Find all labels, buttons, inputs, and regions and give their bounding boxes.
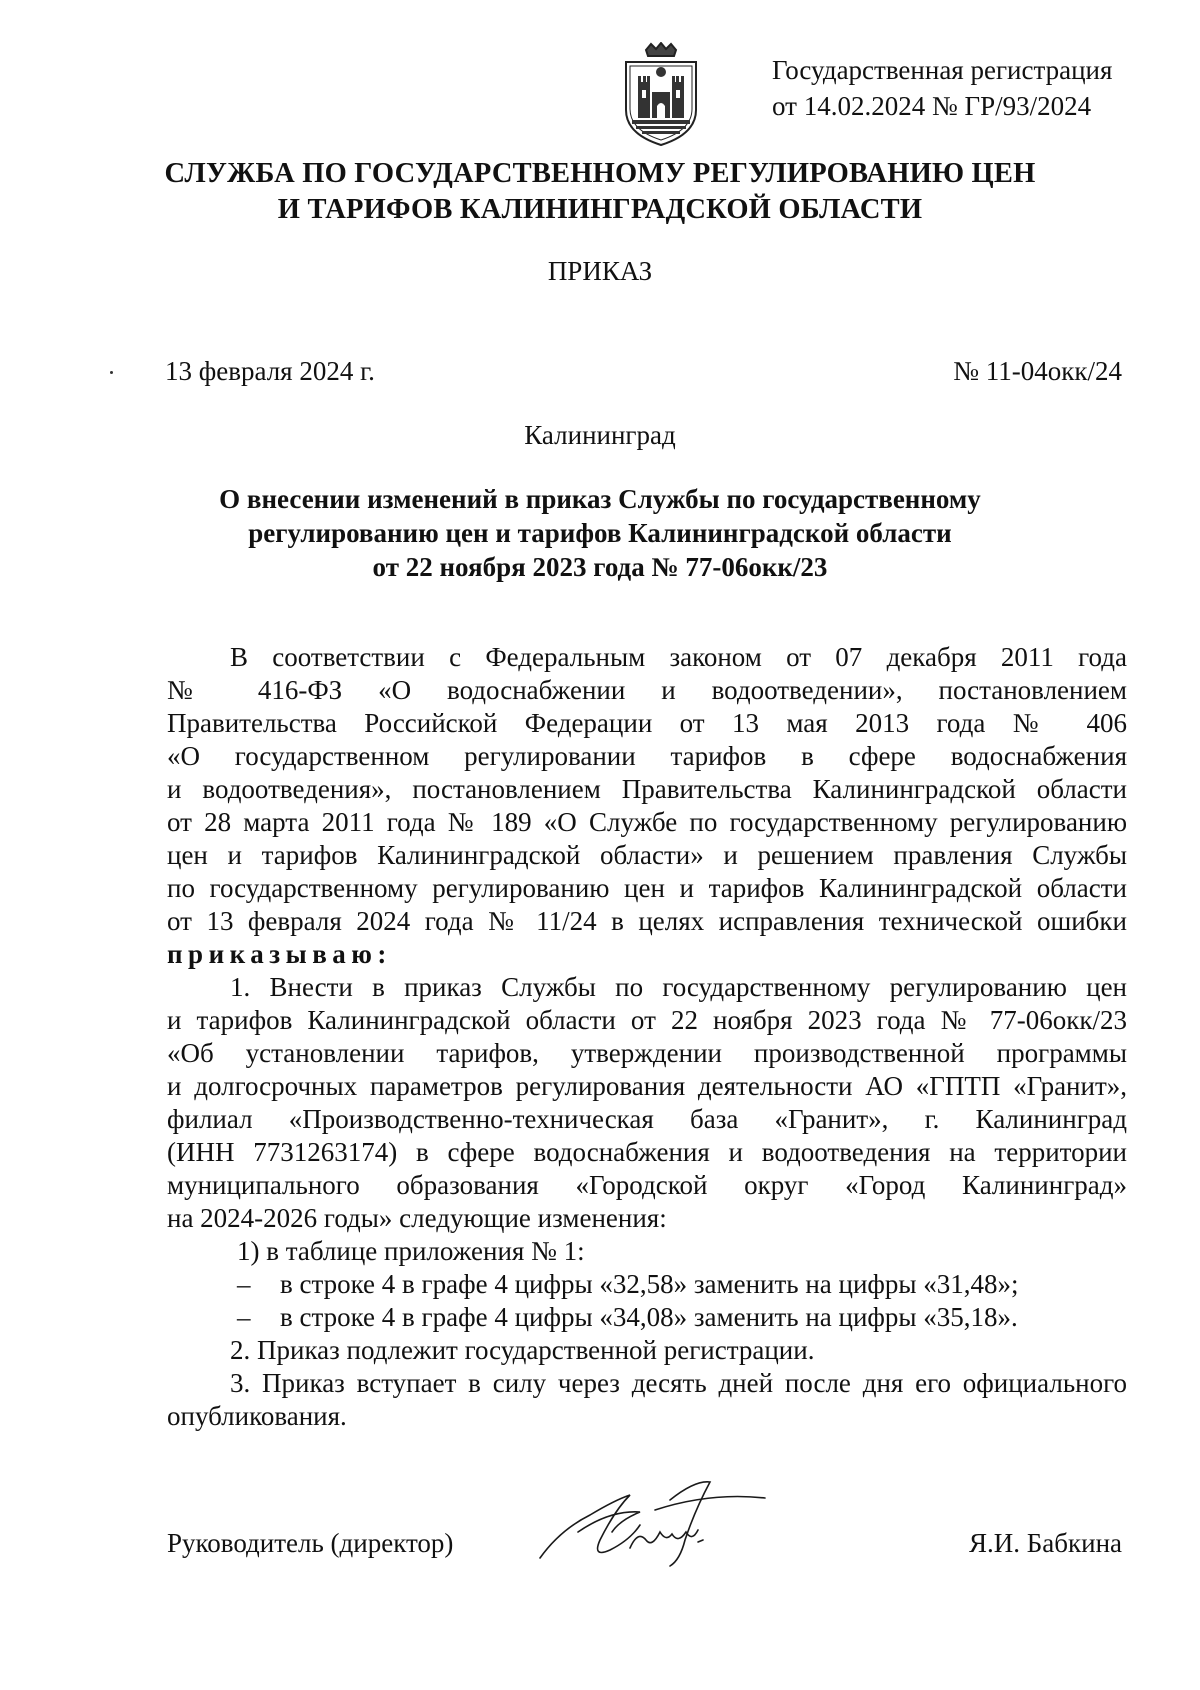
body-line: муниципального образования «Городской округ «Город Калининград» bbox=[167, 1170, 1127, 1200]
handwritten-signature-icon bbox=[520, 1470, 770, 1570]
body-line: Правительства Российской Федерации от 13 мая 2013 года № 406 bbox=[167, 708, 1127, 738]
document-type: ПРИКАЗ bbox=[547, 256, 653, 286]
body-line: и водоотведения», постановлением Правительства Калининградской области bbox=[167, 774, 1127, 804]
dash-mark: – bbox=[237, 1269, 251, 1299]
organization-line-2: И ТАРИФОВ КАЛИНИНГРАДСКОЙ ОБЛАСТИ bbox=[277, 194, 923, 225]
body-line: цен и тарифов Калининградской области» и решением правления Службы bbox=[167, 840, 1127, 870]
body-line: 1. Внести в приказ Службы по государственному регулированию цен bbox=[230, 972, 1127, 1002]
body-line: на 2024-2026 годы» следующие изменения: bbox=[167, 1203, 667, 1233]
body-line: «О государственном регулировании тарифов в сфере водоснабжения bbox=[167, 741, 1127, 771]
registration-label: Государственная регистрация bbox=[772, 55, 1113, 85]
subject-line-1: О внесении изменений в приказ Службы по государственному bbox=[219, 484, 981, 514]
coat-of-arms-icon bbox=[618, 42, 704, 148]
body-line: (ИНН 7731263174) в сфере водоснабжения и водоотведения на территории bbox=[167, 1137, 1127, 1167]
change-item-1 bbox=[167, 1268, 1127, 1301]
body-line: № 416-ФЗ «О водоснабжении и водоотведении», постановлением bbox=[167, 675, 1127, 705]
registration-stamp bbox=[772, 52, 1112, 124]
registration-number: от 14.02.2024 № ГР/93/2024 bbox=[772, 91, 1092, 121]
scan-speck bbox=[110, 371, 113, 374]
dash-mark: – bbox=[237, 1302, 251, 1332]
document-city: Калининград bbox=[524, 420, 676, 450]
order-word: приказываю: bbox=[167, 939, 392, 969]
item-2: 2. Приказ подлежит государственной регистрации. bbox=[230, 1335, 815, 1365]
change-item-2 bbox=[167, 1301, 1127, 1334]
body-line: и тарифов Калининградской области от 22 ноября 2023 года № 77-06окк/23 bbox=[167, 1005, 1127, 1035]
signatory-name: Я.И. Бабкина bbox=[969, 1528, 1122, 1558]
organization-name bbox=[0, 156, 1200, 228]
item-3-line-1: 3. Приказ вступает в силу через десять дней после дня его официального bbox=[230, 1368, 1127, 1398]
subject-line-2: регулированию цен и тарифов Калининградской области bbox=[248, 518, 952, 548]
body-line: филиал «Производственно-техническая база «Гранит», г. Калининград bbox=[167, 1104, 1127, 1134]
body-line: и долгосрочных параметров регулирования деятельности АО «ГПТП «Гранит», bbox=[167, 1071, 1127, 1101]
body-line: от 28 марта 2011 года № 189 «О Службе по государственному регулированию bbox=[167, 807, 1127, 837]
subitem-1: 1) в таблице приложения № 1: bbox=[237, 1236, 585, 1266]
document-subject bbox=[120, 482, 1080, 584]
body-line: от 13 февраля 2024 года № 11/24 в целях исправления технической ошибки bbox=[167, 906, 1127, 936]
change-text-2: в строке 4 в графе 4 цифры «34,08» заменить на цифры «35,18». bbox=[280, 1302, 1018, 1332]
change-text-1: в строке 4 в графе 4 цифры «32,58» заменить на цифры «31,48»; bbox=[280, 1269, 1019, 1299]
document-number: № 11-04окк/24 bbox=[953, 356, 1122, 386]
document-date: 13 февраля 2024 г. bbox=[165, 356, 375, 386]
body-line: по государственному регулированию цен и тарифов Калининградской области bbox=[167, 873, 1127, 903]
document-body bbox=[167, 641, 1127, 1433]
organization-line-1: СЛУЖБА ПО ГОСУДАРСТВЕННОМУ РЕГУЛИРОВАНИЮ ЦЕН bbox=[164, 158, 1036, 189]
item-3-line-2: опубликования. bbox=[167, 1401, 347, 1431]
body-line: «Об установлении тарифов, утверждении производственной программы bbox=[167, 1038, 1127, 1068]
signatory-position: Руководитель (директор) bbox=[167, 1528, 454, 1558]
subject-line-3: от 22 ноября 2023 года № 77-06окк/23 bbox=[372, 552, 828, 582]
body-line: В соответствии с Федеральным законом от 07 декабря 2011 года bbox=[230, 642, 1127, 672]
